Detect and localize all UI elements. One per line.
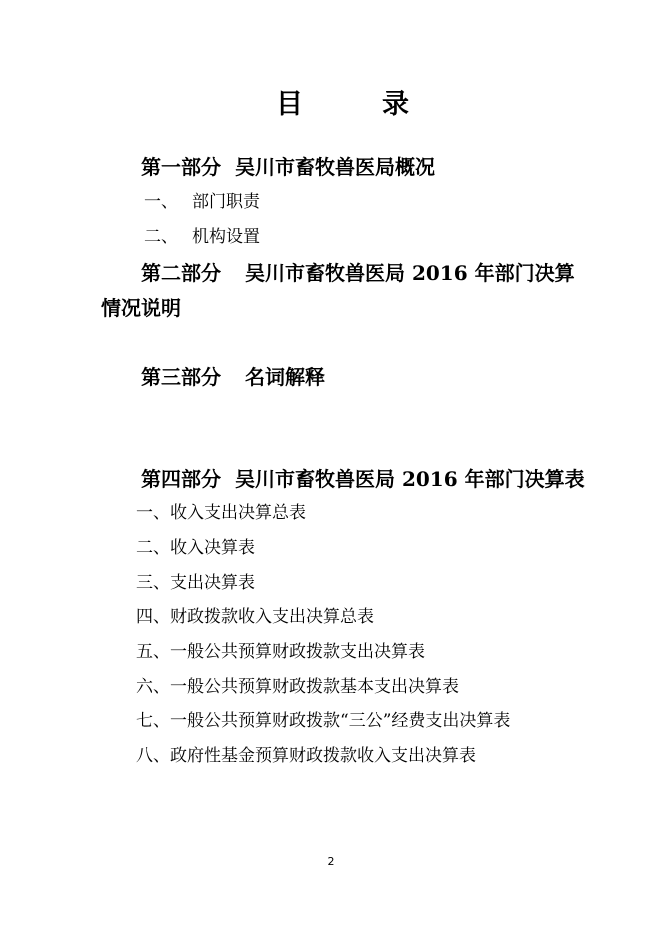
toc-item-4: 四、财政拨款收入支出决算总表 [136, 607, 374, 627]
toc-part-4-name: 吴川市畜牧兽医局 2016 年部门决算表 [235, 467, 585, 491]
toc-title-char-2: 录 [382, 89, 409, 120]
toc-part-3-name: 名词解释 [245, 365, 325, 389]
toc-title-char-1: 目 [276, 89, 303, 120]
toc-part-1-sub-1 [144, 194, 260, 211]
toc-part-1-label: 第一部分 [141, 155, 221, 179]
toc-sub-num: 一、 [144, 192, 178, 212]
toc-part-1-name: 吴川市畜牧兽医局概况 [235, 155, 435, 179]
toc-part-1 [141, 157, 435, 177]
toc-part-1-sub-2 [144, 229, 260, 246]
toc-item-7: 七、一般公共预算财政拨款“三公”经费支出决算表 [136, 711, 511, 731]
toc-item-8: 八、政府性基金预算财政拨款收入支出决算表 [136, 746, 476, 766]
toc-item-5: 五、一般公共预算财政拨款支出决算表 [136, 642, 425, 662]
toc-part-3-label: 第三部分 [141, 365, 221, 389]
toc-part-4 [141, 469, 585, 489]
toc-part-2-label: 第二部分 [141, 261, 221, 285]
toc-sub-text: 机构设置 [192, 227, 260, 247]
toc-part-2-continuation: 情况说明 [101, 296, 181, 320]
toc-sub-text: 部门职责 [192, 192, 260, 212]
page-number: 2 [327, 855, 335, 868]
toc-item-6: 六、一般公共预算财政拨款基本支出决算表 [136, 677, 459, 697]
toc-title [0, 82, 662, 118]
toc-part-4-label: 第四部分 [141, 467, 221, 491]
toc-item-1: 一、收入支出决算总表 [136, 503, 306, 523]
toc-sub-num: 二、 [144, 227, 178, 247]
toc-item-3: 三、支出决算表 [136, 573, 255, 593]
toc-part-2-name-line1: 吴川市畜牧兽医局 2016 年部门决算 [245, 261, 575, 285]
toc-item-2: 二、收入决算表 [136, 538, 255, 558]
toc-part-3 [141, 367, 325, 387]
toc-part-2 [141, 263, 575, 283]
